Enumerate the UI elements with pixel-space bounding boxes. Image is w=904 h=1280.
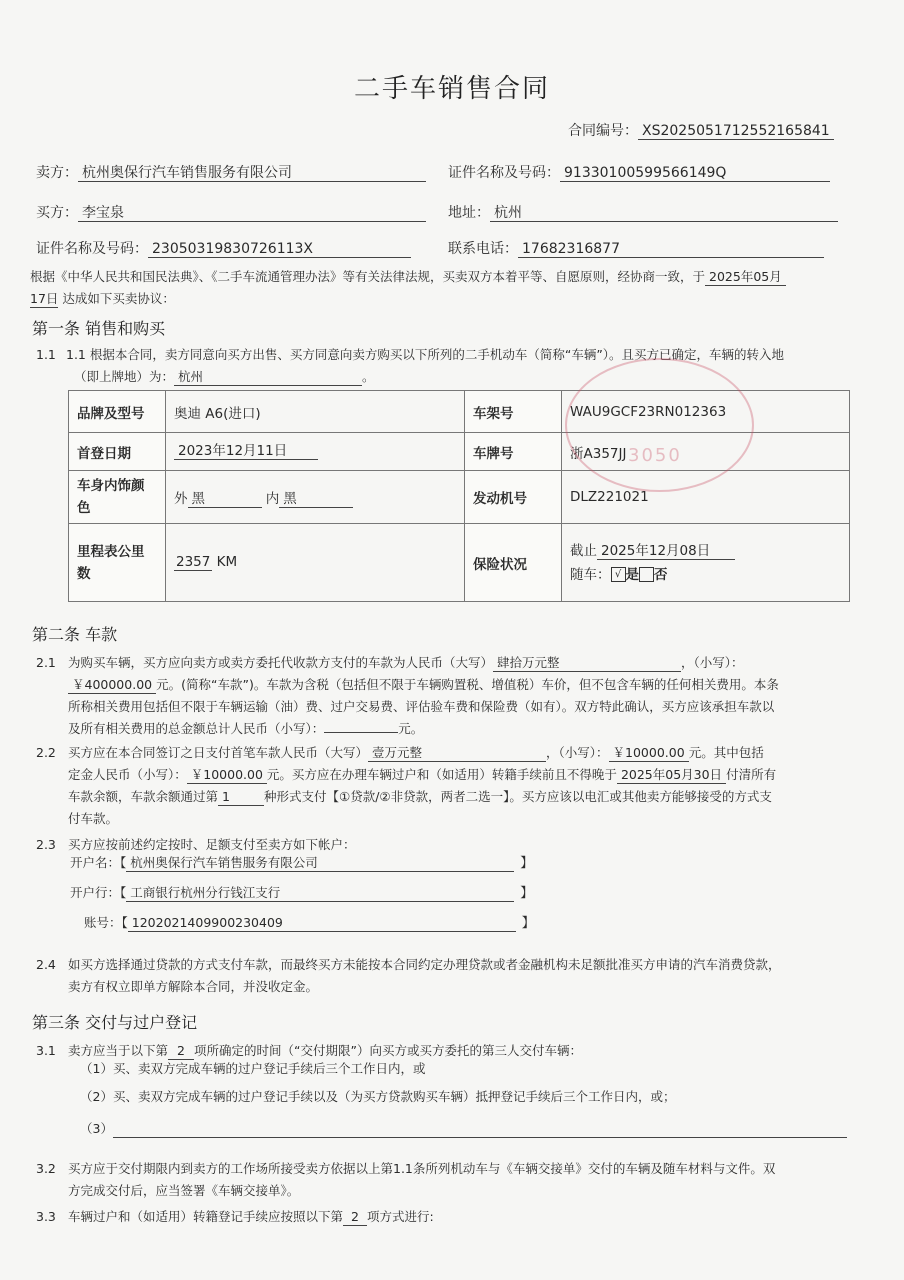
buyer-label: 买方： (36, 205, 78, 221)
transfer-option: 2 (343, 1209, 367, 1226)
clause-2-1-text-c: 元。(简称“车款”)。车款为含税（包括但不限于车辆购置税、增值税）车价，但不包含车辆的任何相关费用。本条 (156, 677, 779, 692)
mileage-label: 里程表公里数 (69, 524, 166, 602)
clause-2-2-line-2 (68, 764, 776, 786)
intro-date-a: 2025年05月 (705, 269, 786, 286)
delivery-option: 2 (168, 1043, 194, 1060)
clause-3-3-line-1 (68, 1206, 434, 1228)
clause-2-4-line-2: 卖方有权立即单方解除本合同，并没收定金。 (68, 979, 319, 994)
clause-2-2-text-d: 定金人民币（小写）： (68, 767, 187, 782)
clause-2-2-text-g: 车款余额，车款余额通过第 (68, 789, 219, 804)
engine-label: 发动机号 (465, 471, 562, 524)
color-label: 车身内饰颜色 (69, 471, 166, 524)
delivery-option-2: （2）买、卖双方完成车辆的过户登记手续以及（为买方贷款购买车辆）抵押登记手续后三个工作日内，或； (80, 1089, 676, 1104)
clause-2-1-text-a: 为购买车辆，买方应向卖方或卖方委托代收款方支付的车款为人民币（大写） (68, 655, 494, 670)
delivery-option-3-blank (113, 1121, 847, 1138)
price-amount: ￥400000.00 (68, 677, 156, 694)
buyer-phone-label: 联系电话： (448, 241, 518, 257)
exterior-prefix: 外 (174, 490, 188, 507)
account-number: 1202021409900230409 (128, 915, 516, 932)
article-1-title: 第一条 销售和购买 (32, 319, 166, 338)
insurance-date: 2025年12月08日 (597, 543, 735, 560)
buyer-phone-row (448, 238, 824, 258)
clause-2-1-line-4 (68, 718, 423, 740)
contract-number-value: XS2025051712552165841 (638, 123, 834, 140)
clause-2-2-text-a: 买方应在本合同签订之日支付首笔车款人民币（大写） (68, 745, 369, 760)
buyer-row (36, 202, 426, 222)
clause-2-1-text-b: ，（小写）： (681, 655, 744, 670)
vehicle-row-brand (69, 391, 850, 433)
vehicle-row-mileage (69, 524, 850, 602)
clause-2-2-text-e: 元。买方应在办理车辆过户和（如适用）转籍手续前且不得晚于 (266, 767, 617, 782)
insurance-label: 保险状况 (465, 524, 562, 602)
buyer-id-row (36, 238, 411, 258)
interior-prefix: 内 (265, 490, 280, 507)
contract-number-label: 合同编号： (568, 123, 638, 139)
no-label: 否 (654, 566, 668, 583)
clause-3-3-text-a: 车辆过户和（如适用）转籍登记手续应按照以下第 (68, 1209, 344, 1224)
account-number-label: 账号：【 (84, 915, 128, 930)
first-payment-upper: 壹万元整 (368, 745, 546, 762)
clause-2-1-text-f: 元。 (398, 721, 424, 736)
clause-2-2-line-3 (68, 786, 772, 808)
reg-date-label: 首登日期 (69, 433, 166, 471)
clause-3-1-number: 3.1 (36, 1043, 56, 1058)
payment-method-option: 1 (218, 789, 264, 806)
mileage-value: 2357 (176, 554, 211, 570)
clause-2-2-line-4: 付车款。 (68, 811, 119, 826)
mileage-cell (166, 524, 465, 602)
clause-2-1-line-3: 所称相关费用包括但不限于车辆运输（油）费、过户交易费、评估验车费和保险费（如有）。双方特此确认，买方应该承担车款以 (68, 699, 775, 714)
buyer-address-value: 杭州 (490, 205, 838, 222)
intro-text-2: 达成如下买卖协议： (62, 291, 175, 306)
color-cell (166, 471, 465, 524)
clause-3-3-number: 3.3 (36, 1209, 56, 1224)
clause-2-1-line-1 (68, 652, 744, 674)
delivery-option-1: （1）买、卖双方完成车辆的过户登记手续后三个工作日内，或 (80, 1061, 426, 1076)
clause-3-2-number: 3.2 (36, 1161, 56, 1176)
seller-id-value: 91330100599566149Q (560, 165, 830, 182)
clause-2-2-text-h: 种形式支付【①贷款/②非贷款，两者二选一】。买方应该以电汇或其他卖方能够接受的方式支 (264, 789, 772, 804)
account-number-bracket: 】 (521, 916, 535, 931)
intro-line-2 (30, 288, 175, 310)
plate-value: 浙A357JJ (562, 433, 850, 471)
vehicle-row-reg (69, 433, 850, 471)
first-payment-amount: ￥10000.00 (609, 745, 689, 762)
clause-3-2-line-2: 方完成交付后，应当签署《车辆交接单》。 (68, 1183, 300, 1198)
account-bank: 工商银行杭州分行钱江支行 (126, 885, 514, 902)
delivery-option-3 (80, 1118, 847, 1140)
account-bank-label: 开户行：【 (70, 885, 127, 900)
yes-checkbox[interactable]: √ (611, 567, 626, 582)
seller-id-label: 证件名称及号码： (448, 165, 560, 181)
clause-1-1-end: 。 (362, 369, 375, 384)
clause-3-1-text-b: 项所确定的时间（“交付期限”）向买方或买方委托的第三人交付车辆： (194, 1043, 582, 1058)
vehicle-table (68, 390, 850, 602)
clause-2-1-number: 2.1 (36, 655, 56, 670)
brand-label: 品牌及型号 (69, 391, 166, 433)
account-name: 杭州奥保行汽车销售服务有限公司 (126, 855, 514, 872)
clause-3-2-line-1: 买方应于交付期限内到卖方的工作场所接受卖方依据以上第1.1条所列机动车与《车辆交接单》交付的车辆及随车材料与文件。双 (68, 1161, 776, 1176)
brand-value: 奥迪 A6(进口) (166, 391, 465, 433)
insurance-with-car (570, 563, 841, 587)
account-number-row (84, 912, 535, 935)
account-bank-bracket: 】 (520, 886, 534, 901)
buyer-address-row (448, 202, 838, 222)
exterior-color: 黑 (188, 491, 262, 508)
clause-1-1-line-2 (74, 366, 375, 388)
clause-2-1-text-e: 及所有相关费用的总金额总计人民币（小写）： (68, 721, 325, 736)
total-amount (324, 732, 398, 733)
intro-line-1 (30, 266, 786, 288)
intro-date-b: 17日 (30, 291, 59, 306)
clause-2-4-number: 2.4 (36, 957, 56, 972)
vin-label: 车架号 (465, 391, 562, 433)
clause-2-4-line-1: 如买方选择通过贷款的方式支付车款，而最终买方未能按本合同约定办理贷款或者金融机构未足额批准买方申请的汽车消费贷款， (68, 957, 781, 972)
seller-id-row (448, 162, 830, 182)
seller-row (36, 162, 426, 182)
vin-value: WAU9GCF23RN012363 (562, 391, 850, 433)
clause-2-2-line-1 (68, 742, 764, 764)
contract-title: 二手车销售合同 (353, 74, 550, 104)
clause-2-2-text-c: 元。其中包括 (688, 745, 764, 760)
plate-label: 车牌号 (465, 433, 562, 471)
balance-due-date: 2025年05月30日 (617, 767, 726, 784)
seller-name: 杭州奥保行汽车销售服务有限公司 (78, 165, 426, 182)
clause-2-2-text-b: ，（小写）： (546, 745, 609, 760)
mileage-unit: KM (216, 554, 238, 570)
seal-stamp-text: 3050 (628, 445, 682, 466)
account-bank-row (70, 882, 533, 905)
yes-label: 是 (625, 566, 639, 583)
clause-2-2-text-f: 付清所有 (726, 767, 777, 782)
clause-3-1-text-a: 卖方应当于以下第 (68, 1043, 169, 1058)
clause-1-1-text-2: （即上牌地）为： (74, 369, 175, 384)
account-name-bracket: 】 (520, 856, 534, 871)
insurance-with-label: 随车： (570, 566, 611, 583)
reg-date-value: 2023年12月11日 (174, 443, 318, 460)
clause-2-1-line-2 (68, 674, 779, 696)
buyer-id-value: 23050319830726113X (148, 241, 411, 258)
account-name-row (70, 852, 533, 875)
buyer-id-label: 证件名称及号码： (36, 241, 148, 257)
destination-city: 杭州 (174, 369, 362, 386)
article-3-title: 第三条 交付与过户登记 (32, 1013, 198, 1032)
clause-1-1-number: 1.1 (36, 347, 56, 362)
delivery-option-3-label: （3） (80, 1121, 113, 1136)
seller-label: 卖方： (36, 165, 78, 181)
clause-1-1-line-1: 1.1 根据本合同，卖方同意向买方出售、买方同意向卖方购买以下所列的二手机动车（简称“车辆”）。且买方已确定，车辆的转入地 (66, 347, 785, 362)
vehicle-row-color (69, 471, 850, 524)
account-name-label: 开户名：【 (70, 855, 127, 870)
insurance-cell (562, 524, 850, 602)
clause-2-2-number: 2.2 (36, 745, 56, 760)
buyer-address-label: 地址： (448, 205, 490, 221)
contract-number (568, 120, 834, 140)
article-2-title: 第二条 车款 (32, 625, 118, 644)
insurance-prefix: 截止 (570, 542, 597, 559)
intro-text-1: 根据《中华人民共和国民法典》、《二手车流通管理办法》等有关法律法规，买卖双方本着平等、自愿原则，经协商一致，于 (30, 269, 706, 284)
deposit-amount: ￥10000.00 (187, 767, 267, 784)
clause-3-3-text-b: 项方式进行: (367, 1209, 434, 1224)
buyer-name: 李宝泉 (78, 205, 426, 222)
clause-2-3-text: 买方应按前述约定按时、足额支付至卖方如下帐户： (68, 837, 356, 852)
engine-value: DLZ221021 (562, 471, 850, 524)
price-upper: 肆拾万元整 (493, 655, 681, 672)
clause-2-3-number: 2.3 (36, 837, 56, 852)
buyer-phone-value: 17682316877 (518, 241, 824, 258)
no-checkbox[interactable] (639, 567, 654, 582)
reg-date-cell (166, 433, 465, 471)
insurance-expiry (570, 539, 841, 563)
interior-color: 黑 (279, 491, 353, 508)
